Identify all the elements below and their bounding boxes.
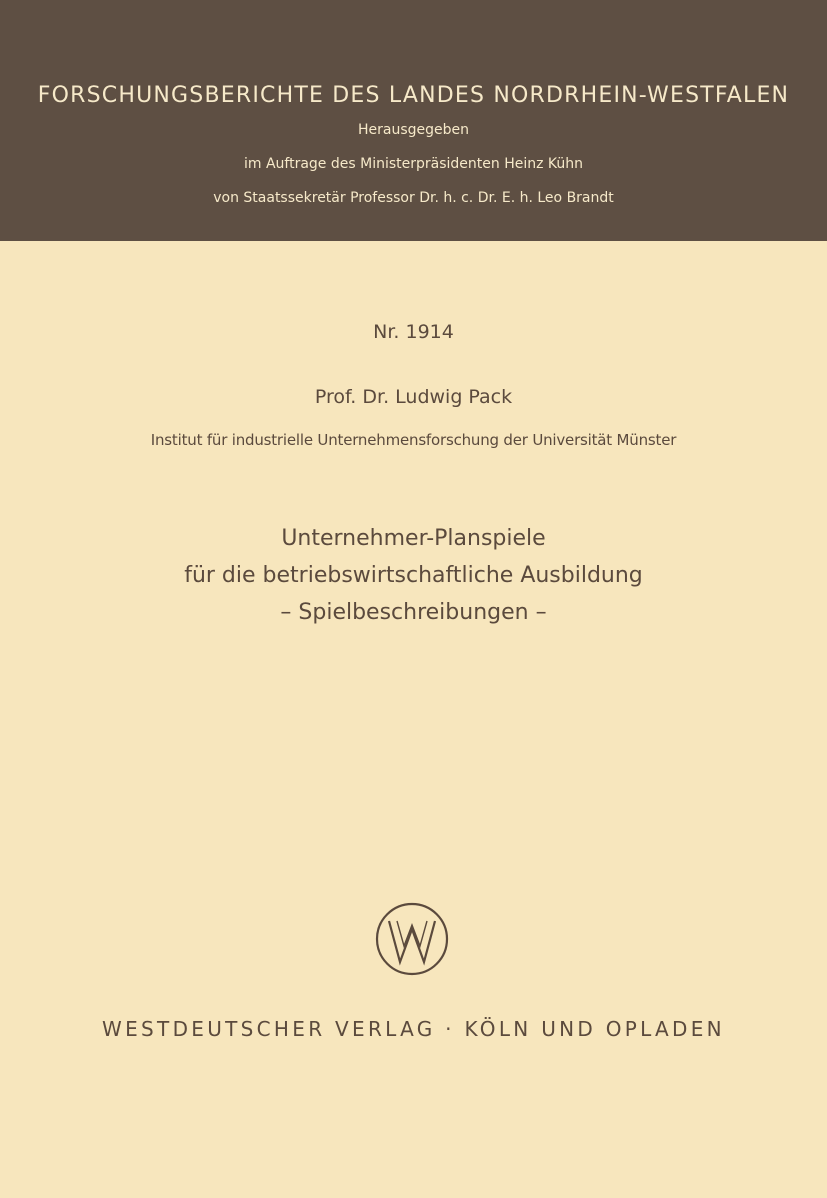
westdeutscher-verlag-w-logo-icon	[374, 901, 450, 977]
title-line-1: Unternehmer-Planspiele	[281, 526, 546, 551]
title-line-2: für die betriebswirtschaftliche Ausbildung	[184, 563, 643, 588]
publisher-note-line-2: im Auftrage des Ministerpräsidenten Heinz Kühn	[243, 156, 584, 172]
publisher-note-line-3: von Staatssekretär Professor Dr. h. c. Dr. E. h. Leo Brandt	[213, 190, 614, 206]
publisher-note-line-1: Herausgegeben	[357, 122, 469, 138]
institute-name: Institut für industrielle Unternehmensforschung der Universität Münster	[150, 431, 677, 449]
title-line-3: – Spielbeschreibungen –	[280, 600, 547, 625]
header-band	[0, 0, 827, 241]
report-number: Nr. 1914	[373, 321, 454, 343]
publisher-imprint: WESTDEUTSCHER VERLAG · KÖLN UND OPLADEN	[102, 1017, 725, 1041]
author-name: Prof. Dr. Ludwig Pack	[314, 386, 513, 408]
series-title: FORSCHUNGSBERICHTE DES LANDES NORDRHEIN-WESTFALEN	[37, 83, 790, 108]
